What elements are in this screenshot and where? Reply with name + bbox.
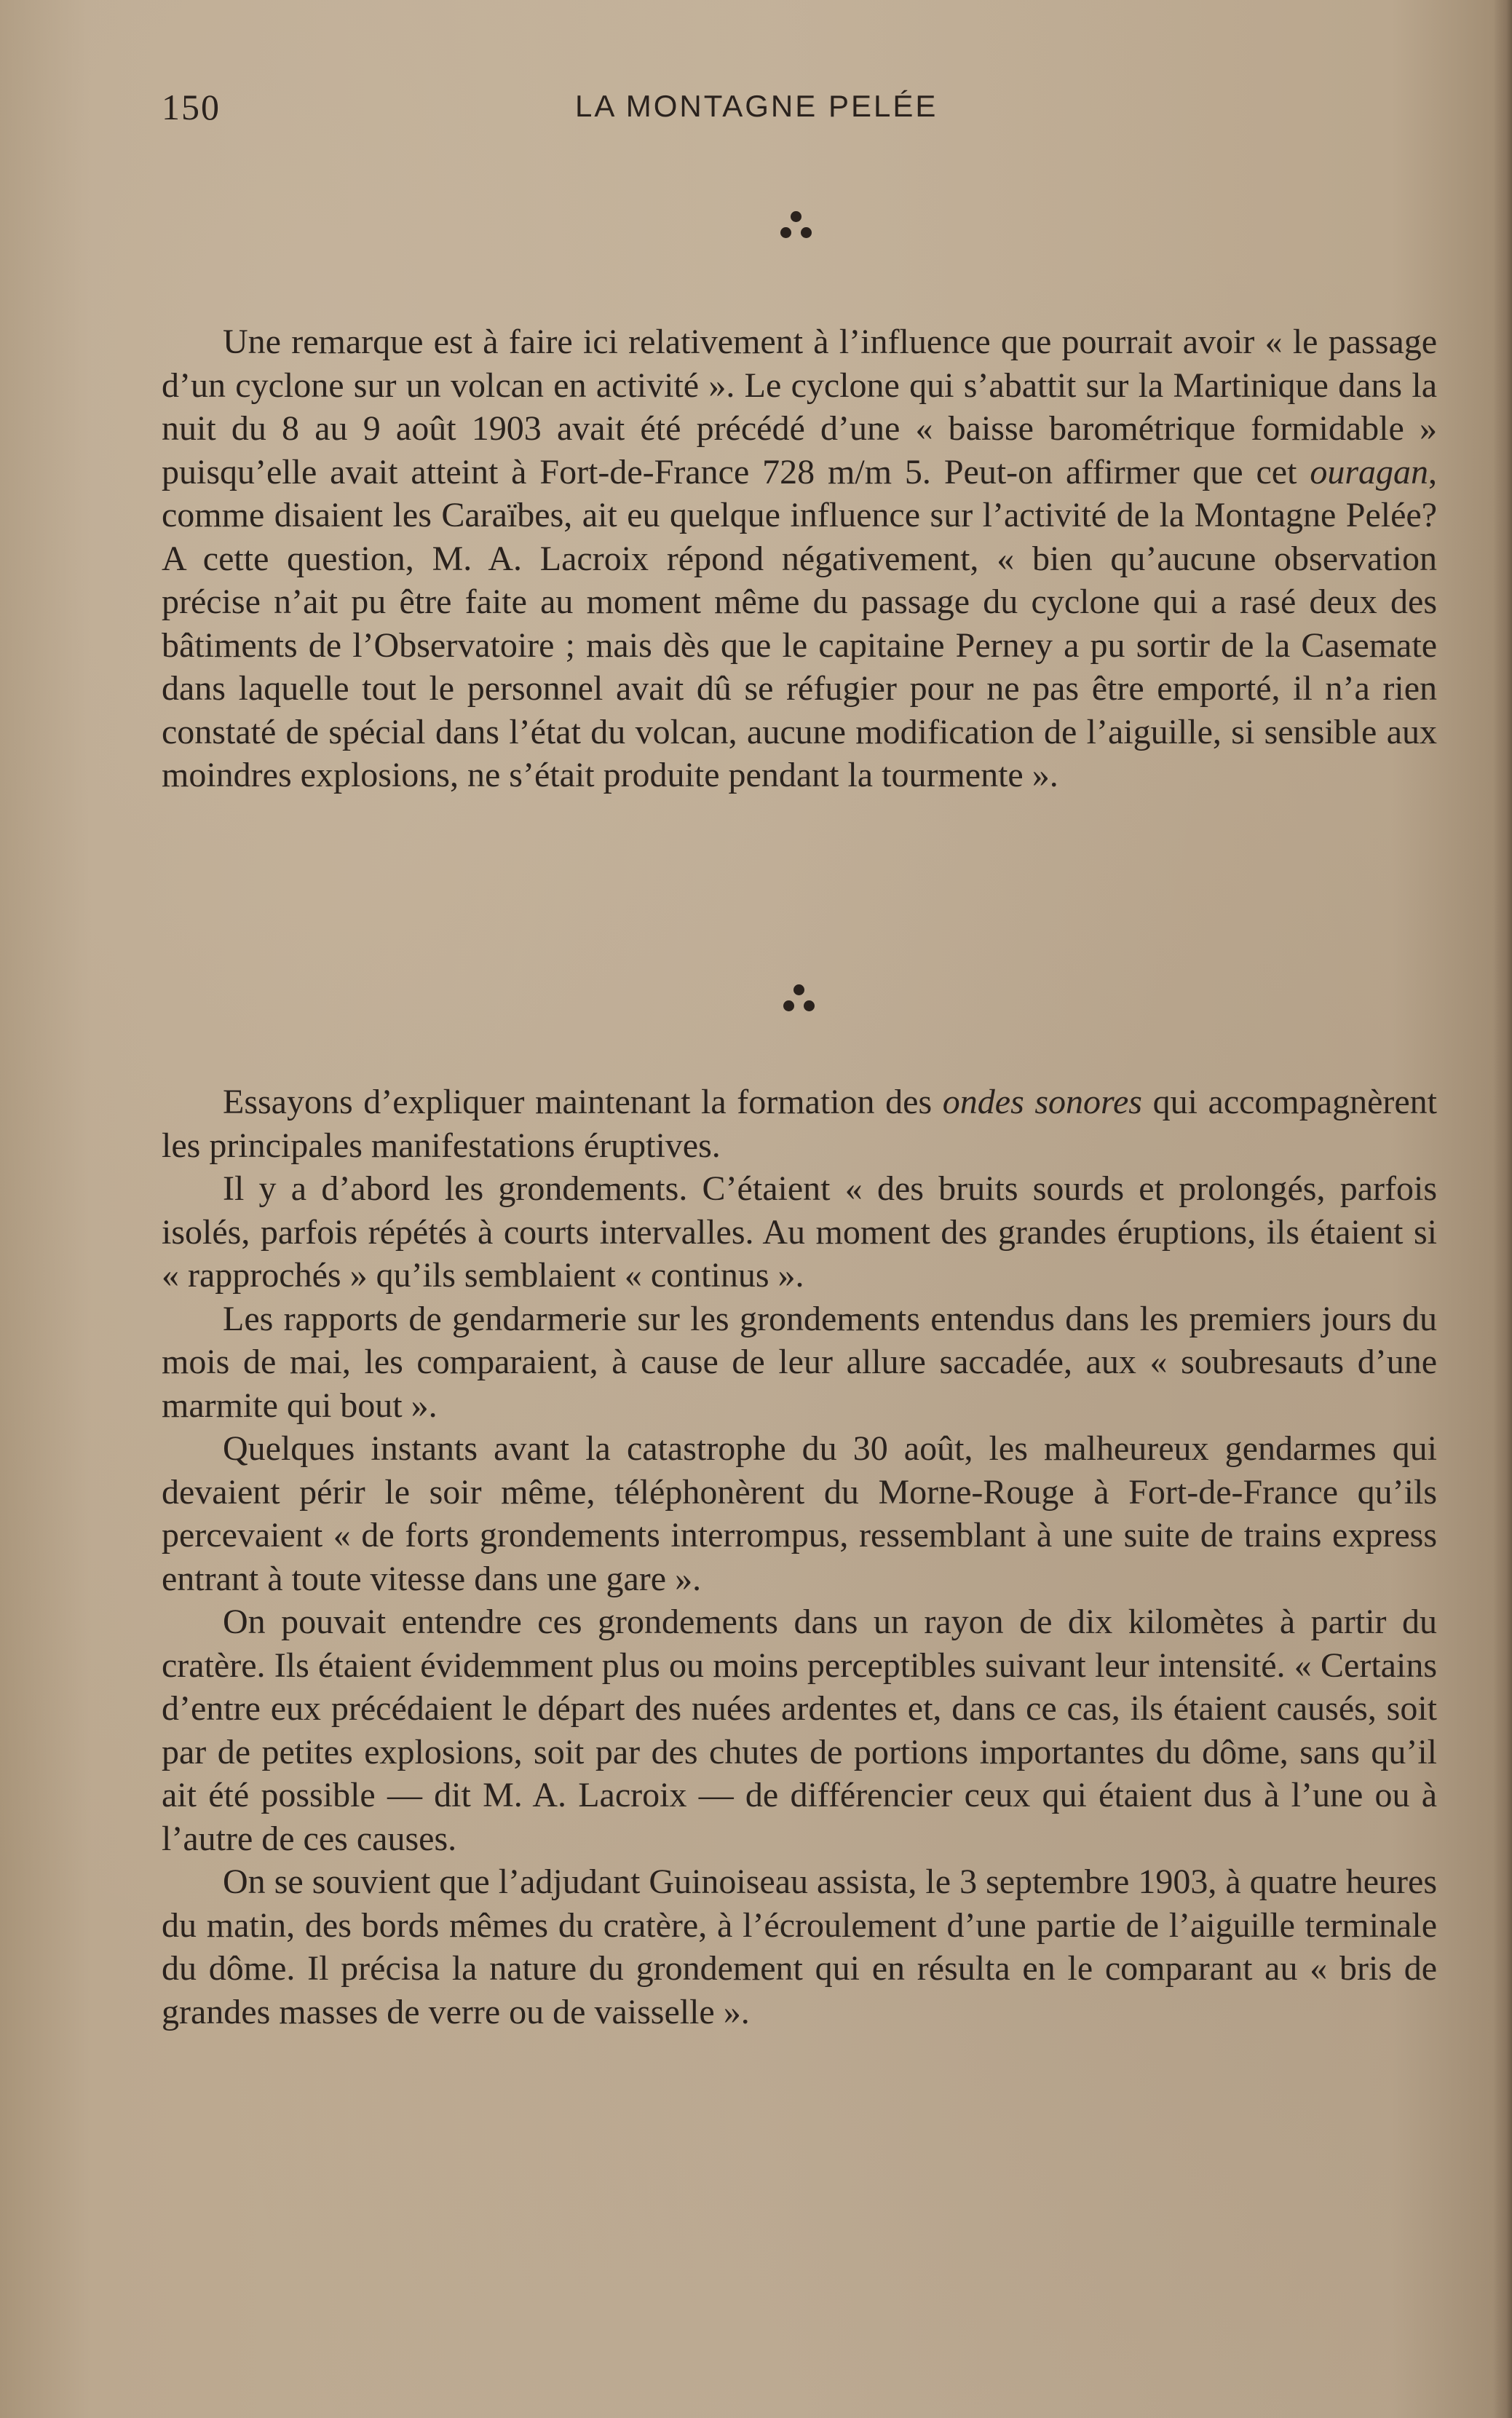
section-ornament-icon xyxy=(775,208,818,252)
paragraph-text: On se souvient que l’adjudant Guinoiseau assista, le 3 septembre 1903, à quatre heures du matin, des bords mêmes du cratère, à l’écroulement d’une partie de l’aiguille terminale du dôme. Il précisa la nature du grondement qui en résulta en le comparant au « bris de grandes masses de verre ou de vaisselle ». xyxy=(162,1862,1437,2031)
paragraph xyxy=(162,1600,1437,1860)
section-2-text xyxy=(162,1080,1437,2034)
italic-text: ouragan xyxy=(1310,452,1428,491)
section-ornament-icon xyxy=(777,981,821,1025)
paragraph xyxy=(162,1080,1437,1167)
paragraph xyxy=(162,1167,1437,1297)
italic-text: ondes sonores xyxy=(942,1083,1142,1121)
paragraph-text: Une remarque est à faire ici relativement à l’influence que pourrait avoir « le passage d’un cyclone sur un volcan en activité ». Le cyclone qui s’abattit sur la Martinique dans la nuit du 8 au 9 août 1903 avait été précédé d’une « baisse barométrique formidable » puisqu’elle avait atteint à Fort-de-France 728 m/m 5. Peut-on affirmer que cet xyxy=(162,323,1437,491)
paragraph-text: Il y a d’abord les grondements. C’étaient « des bruits sourds et prolongés, parfois isolés, parfois répétés à courts intervalles. Au moment des grandes éruptions, ils étaient si « rapprochés » qu’ils semblaient « continus ». xyxy=(162,1169,1437,1295)
paragraph xyxy=(162,1427,1437,1600)
paragraph xyxy=(162,320,1437,797)
running-title: LA MONTAGNE PELÉE xyxy=(575,89,938,123)
paragraph-text: On pouvait entendre ces grondements dans un rayon de dix kilomètes à partir du cratère. Ils étaient évidemment plus ou moins perceptibles suivant leur intensité. « Certains d’entre eux précédaient le départ des nuées ardentes et, dans ce cas, ils étaient causés, soit par de petites explosions, soit par des chutes de portions importantes du dôme, sans qu’il ait été possible — dit M. A. Lacroix — de différencier ceux qui étaient dus à l’une ou à l’autre de ces causes. xyxy=(162,1603,1437,1858)
paragraph xyxy=(162,1297,1437,1428)
page-number: 150 xyxy=(162,87,221,127)
paragraph xyxy=(162,1860,1437,2034)
paragraph-text: Essayons d’expliquer maintenant la formation des xyxy=(223,1083,943,1121)
section-1-text xyxy=(162,320,1437,797)
page-edge-shadow xyxy=(1493,0,1512,2418)
paragraph-text: Quelques instants avant la catastrophe du 30 août, les malheureux gendarmes qui devaient périr le soir même, téléphonèrent du Morne-Rouge à Fort-de-France qu’ils percevaient « de forts grondements interrompus, ressemblant à une suite de trains express entrant à toute vitesse dans une gare ». xyxy=(162,1429,1437,1598)
paragraph-text: qui accompagnèrent les principales manifestations éruptives. xyxy=(162,1083,1438,1165)
paragraph-text: , comme disaient les Caraïbes, ait eu quelque influence sur l’activité de la Montagne Pelée? A cette question, M. A. Lacroix répond négativement, « bien qu’aucune observation précise n’ait pu être faite au moment même du passage du cyclone qui a rasé deux des bâtiments de l’Observatoire ; mais dès que le capitaine Perney a pu sortir de la Casemate dans laquelle tout le personnel avait dû se réfugier pour ne pas être emporté, il n’a rien constaté de spécial dans l’état du volcan, aucune modification de l’aiguille, si sensible aux moindres explosions, ne s’était produite pendant la tourmente ». xyxy=(162,452,1437,794)
running-head xyxy=(0,86,1512,137)
paragraph-text: Les rapports de gendarmerie sur les grondements entendus dans les premiers jours du mois de mai, les comparaient, à cause de leur allure saccadée, aux « soubresauts d’une marmite qui bout ». xyxy=(162,1299,1437,1425)
